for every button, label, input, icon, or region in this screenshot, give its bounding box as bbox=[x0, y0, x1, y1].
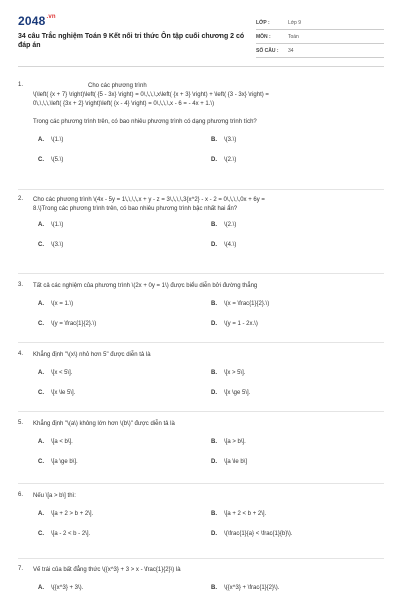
options bbox=[38, 585, 384, 600]
question-text: Khẳng định "\(a\) không lớn hơn \(b\)" được diễn tả là bbox=[33, 421, 175, 427]
question-1 bbox=[18, 82, 384, 177]
option-b[interactable]: B. \(2.\) bbox=[211, 222, 237, 228]
meta-row-subject bbox=[256, 30, 384, 44]
option-b[interactable]: B. \[a > b\]. bbox=[211, 439, 246, 445]
question-text: Cho các phương trình \(4x - 5y = 1\,\,\,\,x + y - z = 3\,\,\,\,3{x^2} - x - 2 = 0\,\,\,\,0x + 6y = bbox=[33, 197, 265, 203]
option-d[interactable]: D. \[a \le b\] bbox=[211, 459, 248, 465]
option-a[interactable]: A. \(x = 1.\) bbox=[38, 301, 74, 307]
options bbox=[38, 439, 384, 479]
question-divider bbox=[18, 483, 384, 484]
meta-key: LỚP : bbox=[256, 19, 270, 26]
option-c[interactable]: C. \(y = \frac{1}{2}.\) bbox=[38, 321, 97, 327]
option-b[interactable]: B. \(3.\) bbox=[211, 137, 237, 143]
option-d[interactable]: D. \[x \ge 5\]. bbox=[211, 390, 251, 396]
meta-table bbox=[256, 16, 384, 58]
question-number: 2. bbox=[18, 196, 24, 202]
question-text: Cho các phương trình bbox=[88, 83, 147, 89]
options bbox=[38, 222, 384, 262]
question-text: 8.\)Trong các phương trình trên, có bao nhiêu phương trình bậc nhất hai ẩn? bbox=[33, 206, 238, 212]
question-divider bbox=[18, 558, 384, 559]
logo-text: 2048 bbox=[18, 14, 46, 28]
question-3 bbox=[18, 282, 384, 341]
question-text: Khẳng định "\(x\) nhỏ hơn 5" được diễn tả là bbox=[33, 352, 151, 358]
question-number: 3. bbox=[18, 282, 24, 288]
question-divider bbox=[18, 411, 384, 412]
question-2 bbox=[18, 196, 384, 262]
option-b[interactable]: B. \({x^3} + \frac{1}{2}\). bbox=[211, 585, 280, 591]
question-text: Nếu \[a > b\] thì: bbox=[33, 493, 76, 499]
option-a[interactable]: A. \(1.\) bbox=[38, 137, 64, 143]
option-b[interactable]: B. \(x = \frac{1}{2}.\) bbox=[211, 301, 270, 307]
options bbox=[38, 301, 384, 341]
meta-key: MÔN : bbox=[256, 33, 271, 40]
question-text: Vế trái của bất đẳng thức \({x^3} + 3 > x - \frac{1}{2}\) là bbox=[33, 567, 181, 573]
question-divider bbox=[18, 189, 384, 190]
option-a[interactable]: A. \[x < 5\]. bbox=[38, 370, 73, 376]
options bbox=[38, 370, 384, 410]
meta-row-class bbox=[256, 16, 384, 30]
question-number: 5. bbox=[18, 420, 24, 426]
question-number: 6. bbox=[18, 492, 24, 498]
question-divider bbox=[18, 273, 384, 274]
option-a[interactable]: A. \({x^3} + 3\). bbox=[38, 585, 84, 591]
question-4 bbox=[18, 351, 384, 410]
meta-value: 34 bbox=[288, 47, 294, 54]
question-text: \(\left( {x + 7} \right)\left( {5 - 3x} \right) = 0\,\,\,\,x\left( {x + 3} \right) + \left( {3 - 3x} \right) = bbox=[33, 92, 269, 98]
option-c[interactable]: C. \(5.\) bbox=[38, 157, 64, 163]
option-c[interactable]: C. \[a \ge b\]. bbox=[38, 459, 78, 465]
question-number: 1. bbox=[18, 82, 24, 88]
option-d[interactable]: D. \(4.\) bbox=[211, 242, 237, 248]
question-number: 4. bbox=[18, 351, 24, 357]
question-6 bbox=[18, 492, 384, 551]
options bbox=[38, 511, 384, 551]
question-7 bbox=[18, 566, 384, 600]
option-c[interactable]: C. \[x \le 5\]. bbox=[38, 390, 76, 396]
document-title: 34 câu Trắc nghiệm Toán 9 Kết nối tri thức Ôn tập cuối chương 2 có đáp án bbox=[18, 33, 245, 49]
header-divider bbox=[18, 66, 384, 67]
option-d[interactable]: D. \(2.\) bbox=[211, 157, 237, 163]
document-header bbox=[18, 14, 384, 60]
option-d[interactable]: D. \(y = 1 - 2x.\) bbox=[211, 321, 258, 327]
options bbox=[38, 137, 384, 177]
option-a[interactable]: A. \[a < b\]. bbox=[38, 439, 73, 445]
meta-value: Toán bbox=[288, 33, 299, 40]
option-a[interactable]: A. \(1.\) bbox=[38, 222, 64, 228]
question-5 bbox=[18, 420, 384, 479]
option-c[interactable]: C. \[a - 2 < b - 2\]. bbox=[38, 531, 91, 537]
question-text: Trong các phương trình trên, có bao nhiêu phương trình có dạng phương trình tích? bbox=[33, 119, 257, 125]
option-d[interactable]: D. \(\frac{1}{a} < \frac{1}{b}\). bbox=[211, 531, 293, 537]
option-b[interactable]: B. \[x > 5\]. bbox=[211, 370, 246, 376]
meta-row-count bbox=[256, 44, 384, 58]
meta-value: Lớp 9 bbox=[288, 19, 302, 26]
option-a[interactable]: A. \[a + 2 > b + 2\]. bbox=[38, 511, 94, 517]
meta-key: SỐ CÂU : bbox=[256, 47, 279, 54]
question-text: 0\,\,\,\,\left( {3x + 2} \right)\left( {x - 4} \right) = 0\,\,\,\,x - 6 = - 4x + 1.\) bbox=[33, 101, 215, 107]
question-text: Tất cả các nghiệm của phương trình \(2x + 0y = 1\) được biểu diễn bởi đường thẳng bbox=[33, 283, 258, 289]
option-b[interactable]: B. \[a + 2 < b + 2\]. bbox=[211, 511, 267, 517]
option-c[interactable]: C. \(3.\) bbox=[38, 242, 64, 248]
question-divider bbox=[18, 342, 384, 343]
question-number: 7. bbox=[18, 566, 24, 572]
logo-suffix: .vn bbox=[46, 14, 56, 20]
